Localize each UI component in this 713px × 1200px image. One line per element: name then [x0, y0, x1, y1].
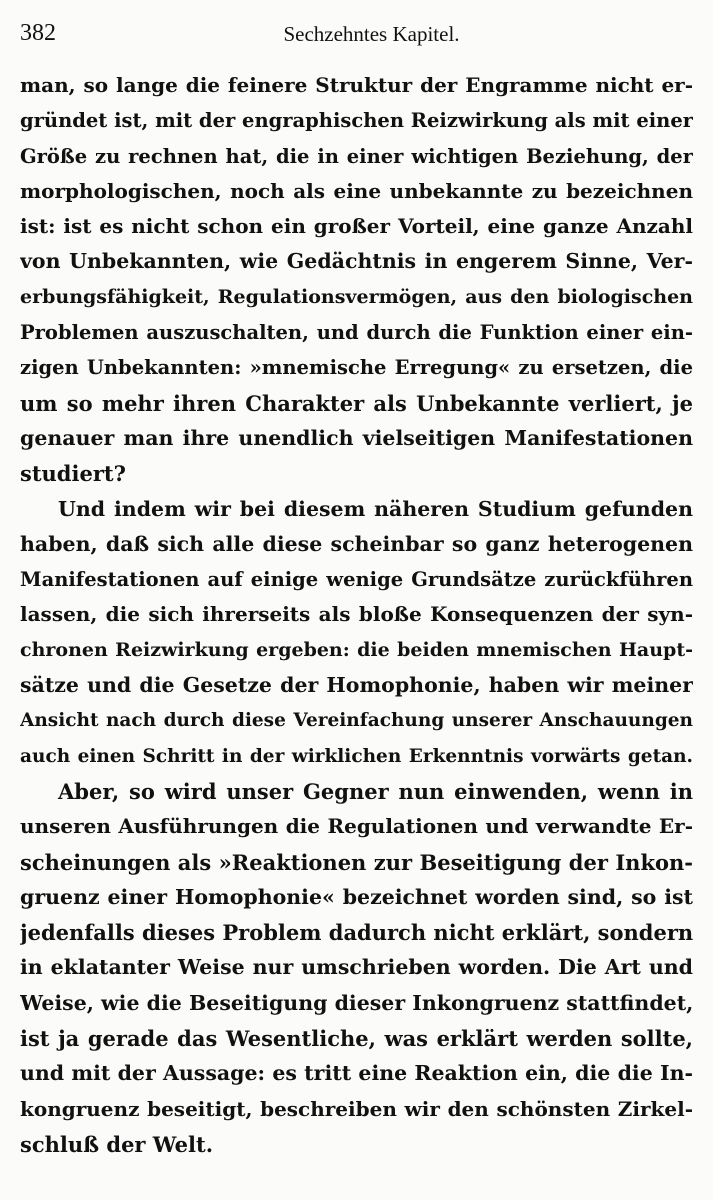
text-line: kongruenz beseitigt, beschreiben wir den schönsten Zirkel- [20, 1096, 693, 1121]
text-line: erbungsfähigkeit, Regulationsvermögen, aus den biologischen [20, 285, 693, 308]
text-line: von Unbekannten, wie Gedächtnis in engerem Sinne, Ver- [20, 249, 693, 274]
text-line: Problemen auszuschalten, und durch die Funktion einer ein- [20, 321, 693, 345]
text-line: sätze und die Gesetze der Homophonie, haben wir meiner [20, 673, 693, 698]
text-line: in eklatanter Weise nur umschrieben worden. Die Art und [20, 955, 693, 980]
text-line: Aber, so wird unser Gegner nun einwenden, wenn in [58, 778, 693, 804]
text-line: studiert? [20, 461, 126, 487]
text-line: und mit der Aussage: es tritt eine Reaktion ein, die die In- [20, 1061, 693, 1086]
text-line: Und indem wir bei diesem näheren Studium gefunden [58, 496, 693, 521]
text-line: genauer man ihre unendlich vielseitigen Manifestationen [20, 425, 693, 450]
text-line: gründet ist, mit der engraphischen Reizwirkung als mit einer [20, 109, 693, 133]
text-line: Ansicht nach durch diese Vereinfachung unserer Anschauungen [20, 710, 693, 732]
page-number: 382 [20, 20, 56, 46]
text-line: lassen, die sich ihrerseits als bloße Konsequenzen der syn- [20, 602, 693, 627]
text-line: zigen Unbekannten: »mnemische Erregung« zu ersetzen, die [20, 356, 693, 380]
text-line: schluß der Welt. [20, 1131, 214, 1157]
text-line: um so mehr ihren Charakter als Unbekannte verliert, je [20, 390, 693, 416]
text-line: man, so lange die feinere Struktur der Engramme nicht er- [20, 73, 693, 97]
text-line: chronen Reizwirkung ergeben: die beiden mnemischen Haupt- [20, 638, 693, 661]
text-line: gruenz einer Homophonie« bezeichnet worden sind, so ist [20, 884, 693, 909]
paragraph-1 [20, 68, 693, 492]
text-line: jedenfalls dieses Problem dadurch nicht erklärt, sondern [20, 920, 693, 946]
text-line: Manifestationen auf einige wenige Grundsätze zurückführen [20, 568, 693, 592]
text-line: auch einen Schritt in der wirklichen Erkenntnis vorwärts getan. [20, 745, 693, 767]
text-line: haben, daß sich alle diese scheinbar so ganz heterogenen [20, 531, 693, 556]
text-line: scheinungen als »Reaktionen zur Beseitigung der Inkon- [20, 849, 693, 875]
text-line: Weise, wie die Beseitigung dieser Inkongruenz stattfindet, [20, 990, 693, 1015]
text-line: ist: ist es nicht schon ein großer Vorteil, eine ganze Anzahl [20, 214, 693, 239]
text-line: Größe zu rechnen hat, die in einer wichtigen Beziehung, der [20, 144, 693, 168]
text-line: unseren Ausführungen die Regulationen und verwandte Er- [20, 814, 693, 839]
text-line: morphologischen, noch als eine unbekannte zu bezeichnen [20, 178, 693, 203]
text-line: ist ja gerade das Wesentliche, was erklärt werden sollte, [20, 1026, 693, 1052]
paragraph-3 [20, 774, 693, 1162]
page-header [20, 18, 693, 50]
page-body [20, 68, 693, 1162]
paragraph-2 [20, 492, 693, 774]
running-head: Sechzehntes Kapitel. [283, 22, 460, 46]
